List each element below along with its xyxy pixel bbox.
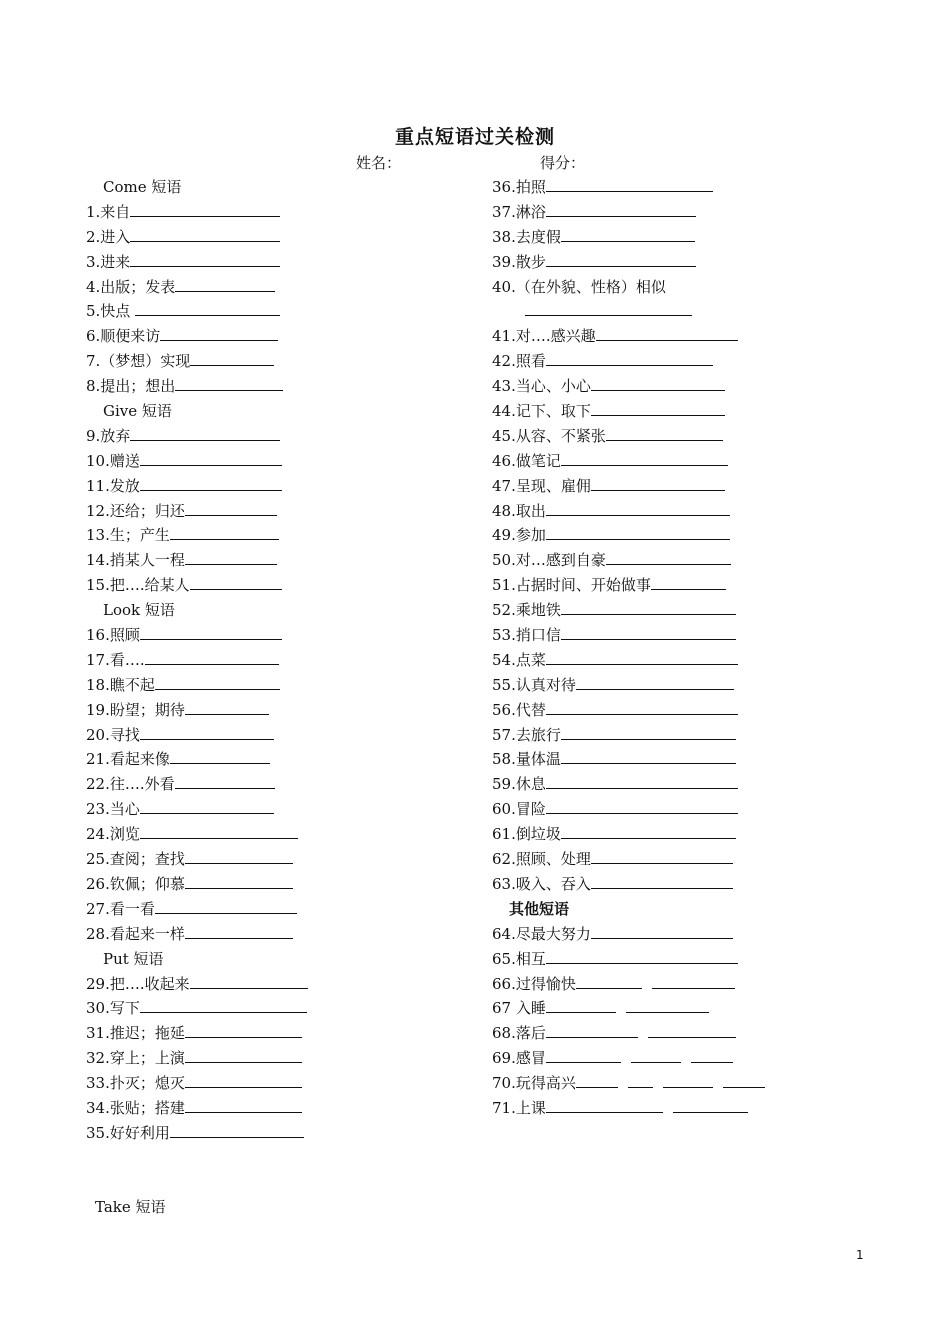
answer-blank[interactable]	[546, 648, 738, 665]
phrase-item	[86, 324, 308, 349]
phrase-prompt: 24.浏览	[86, 825, 140, 844]
answer-blank[interactable]	[185, 548, 277, 565]
answer-blank[interactable]	[185, 872, 293, 889]
phrase-item	[492, 822, 765, 847]
phrase-item	[492, 947, 765, 972]
phrase-prompt: 23.当心	[86, 800, 140, 819]
phrase-prompt: 66.过得愉快	[492, 974, 576, 993]
phrase-prompt: 61.倒垃圾	[492, 825, 561, 844]
phrase-item	[86, 972, 308, 997]
phrase-prompt: 59.休息	[492, 775, 546, 794]
phrase-item	[492, 698, 765, 723]
answer-blank[interactable]	[185, 1046, 302, 1063]
answer-blank[interactable]	[525, 299, 692, 316]
phrase-item	[86, 1021, 308, 1046]
answer-blank[interactable]	[546, 1096, 663, 1113]
answer-blank[interactable]	[561, 225, 695, 242]
phrase-prompt: 60.冒险	[492, 800, 546, 819]
answer-blank[interactable]	[591, 847, 733, 864]
phrase-item	[86, 847, 308, 872]
phrase-prompt: 69.感冒	[492, 1049, 546, 1068]
answer-blank[interactable]	[576, 1071, 618, 1088]
answer-blank[interactable]	[591, 922, 733, 939]
phrase-item	[492, 573, 765, 598]
phrase-item	[492, 474, 765, 499]
phrase-prompt: 43.当心、小心	[492, 377, 591, 396]
answer-line-continuation	[492, 299, 765, 324]
phrase-prompt: 9.放弃	[86, 426, 131, 445]
phrase-item	[86, 623, 308, 648]
phrase-prompt: 11.发放	[86, 476, 140, 495]
answer-blank[interactable]	[140, 822, 298, 839]
phrase-prompt: 17.看….	[86, 650, 145, 669]
answer-blank[interactable]	[546, 1046, 621, 1063]
phrase-item	[492, 449, 765, 474]
answer-blank[interactable]	[546, 797, 738, 814]
phrase-prompt: 13.生；产生	[86, 526, 170, 545]
answer-blank[interactable]	[175, 275, 275, 292]
answer-blank[interactable]	[651, 573, 726, 590]
answer-blank[interactable]	[130, 424, 280, 441]
phrase-prompt: 35.好好利用	[86, 1123, 170, 1142]
answer-blank[interactable]	[130, 250, 280, 267]
phrase-item	[86, 1121, 308, 1146]
phrase-item	[86, 822, 308, 847]
phrase-prompt: 30.写下	[86, 999, 140, 1018]
answer-blank[interactable]	[631, 1046, 681, 1063]
section-heading: Give 短语	[103, 402, 172, 421]
section-heading: Come 短语	[103, 178, 182, 196]
phrase-item	[492, 772, 765, 797]
phrase-prompt: 50.对…感到自豪	[492, 551, 606, 570]
answer-blank[interactable]	[130, 200, 280, 217]
answer-blank[interactable]	[546, 996, 616, 1013]
answer-blank[interactable]	[190, 972, 308, 989]
answer-blank[interactable]	[140, 996, 307, 1013]
phrase-prompt: 22.往….外看	[86, 775, 175, 794]
phrase-prompt: 67 入睡	[492, 999, 546, 1018]
phrase-prompt: 63.吸入、吞入	[492, 874, 591, 893]
phrase-prompt: 31.推迟；拖延	[86, 1024, 185, 1043]
phrase-prompt: 19.盼望；期待	[86, 700, 185, 719]
phrase-prompt: 7.（梦想）实现	[86, 352, 191, 371]
phrase-prompt: 55.认真对待	[492, 675, 576, 694]
right-column	[492, 175, 765, 1121]
phrase-item	[492, 872, 765, 897]
phrase-item	[86, 424, 308, 449]
phrase-prompt: 40.（在外貌、性格）相似	[492, 277, 666, 296]
phrase-prompt: 5.快点	[86, 302, 136, 321]
answer-blank[interactable]	[546, 175, 713, 192]
answer-blank[interactable]	[591, 474, 725, 491]
phrase-item	[492, 349, 765, 374]
phrase-prompt: 25.查阅；查找	[86, 850, 185, 869]
phrase-prompt: 15.把….给某人	[86, 576, 190, 595]
phrase-item	[492, 1071, 765, 1096]
answer-blank[interactable]	[691, 1046, 733, 1063]
phrase-item	[86, 250, 308, 275]
phrase-prompt: 2.进入	[86, 227, 131, 246]
phrase-item	[492, 673, 765, 698]
answer-blank[interactable]	[723, 1071, 765, 1088]
phrase-item	[86, 897, 308, 922]
phrase-prompt: 28.看起来一样	[86, 924, 185, 943]
phrase-item	[492, 399, 765, 424]
phrase-prompt: 20.寻找	[86, 725, 140, 744]
phrase-item	[86, 299, 308, 324]
answer-blank[interactable]	[626, 996, 709, 1013]
phrase-item	[492, 250, 765, 275]
phrase-item	[492, 797, 765, 822]
phrase-prompt: 49.参加	[492, 526, 546, 545]
phrase-item	[86, 523, 308, 548]
phrase-item	[86, 1096, 308, 1121]
phrase-prompt: 68.落后	[492, 1024, 546, 1043]
phrase-item	[86, 474, 308, 499]
answer-blank[interactable]	[155, 897, 297, 914]
answer-blank[interactable]	[185, 1021, 302, 1038]
phrase-item	[492, 1096, 765, 1121]
answer-blank[interactable]	[591, 399, 725, 416]
phrase-item	[492, 996, 765, 1021]
phrase-prompt: 70.玩得高兴	[492, 1074, 576, 1093]
answer-blank[interactable]	[546, 250, 696, 267]
phrase-item	[86, 772, 308, 797]
phrase-item	[492, 225, 765, 250]
answer-blank[interactable]	[546, 1021, 638, 1038]
phrase-prompt: 54.点菜	[492, 650, 546, 669]
phrase-item	[86, 548, 308, 573]
phrase-item	[86, 747, 308, 772]
section-heading: Put 短语	[103, 949, 164, 968]
phrase-prompt: 64.尽最大努力	[492, 924, 591, 943]
answer-blank[interactable]	[175, 374, 283, 391]
answer-blank[interactable]	[190, 349, 274, 366]
section-heading: 其他短语	[509, 899, 570, 918]
answer-blank[interactable]	[190, 573, 282, 590]
phrase-prompt: 14.捎某人一程	[86, 551, 185, 570]
phrase-item	[86, 1071, 308, 1096]
phrase-prompt: 45.从容、不紧张	[492, 426, 606, 445]
phrase-item	[492, 598, 765, 623]
answer-blank[interactable]	[663, 1071, 713, 1088]
phrase-prompt: 37.淋浴	[492, 202, 546, 221]
answer-blank[interactable]	[546, 523, 730, 540]
phrase-prompt: 29.把….收起来	[86, 974, 190, 993]
phrase-prompt: 10.赠送	[86, 451, 140, 470]
phrase-prompt: 65.相互	[492, 949, 546, 968]
phrase-prompt: 1.来自	[86, 202, 131, 221]
answer-blank[interactable]	[140, 474, 282, 491]
phrase-item	[86, 449, 308, 474]
answer-blank[interactable]	[606, 424, 723, 441]
answer-blank[interactable]	[561, 747, 736, 764]
phrase-prompt: 52.乘地铁	[492, 601, 561, 620]
answer-blank[interactable]	[546, 698, 738, 715]
phrase-prompt: 12.还给；归还	[86, 501, 185, 520]
phrase-item	[492, 374, 765, 399]
phrase-item	[492, 523, 765, 548]
answer-blank[interactable]	[160, 324, 278, 341]
section-heading: Look 短语	[103, 601, 175, 620]
phrase-item	[86, 648, 308, 673]
page-number: 1	[856, 1248, 864, 1262]
phrase-prompt: 58.量体温	[492, 750, 561, 769]
phrase-prompt: 16.照顾	[86, 626, 140, 645]
phrase-prompt: 56.代替	[492, 700, 546, 719]
phrase-item	[86, 698, 308, 723]
answer-blank[interactable]	[561, 623, 736, 640]
answer-blank[interactable]	[185, 1096, 302, 1113]
answer-blank[interactable]	[185, 1071, 302, 1088]
phrase-prompt: 57.去旅行	[492, 725, 561, 744]
answer-blank[interactable]	[561, 723, 736, 740]
phrase-prompt: 62.照顾、处理	[492, 850, 591, 869]
phrase-prompt: 51.占据时间、开始做事	[492, 576, 651, 595]
answer-blank[interactable]	[170, 747, 270, 764]
phrase-item	[86, 673, 308, 698]
answer-blank[interactable]	[561, 598, 736, 615]
phrase-prompt: 8.提出；想出	[86, 377, 176, 396]
phrase-item	[86, 374, 308, 399]
answer-blank[interactable]	[596, 324, 738, 341]
phrase-item	[492, 499, 765, 524]
answer-blank[interactable]	[145, 648, 279, 665]
answer-blank[interactable]	[628, 1071, 653, 1088]
answer-blank[interactable]	[175, 772, 275, 789]
phrase-item	[492, 1046, 765, 1071]
answer-blank[interactable]	[561, 822, 736, 839]
left-column	[86, 175, 308, 1146]
phrase-item	[86, 996, 308, 1021]
phrase-prompt: 18.瞧不起	[86, 675, 155, 694]
phrase-prompt: 46.做笔记	[492, 451, 561, 470]
phrase-item	[86, 349, 308, 374]
phrase-prompt: 47.呈现、雇佣	[492, 476, 591, 495]
phrase-item	[86, 922, 308, 947]
phrase-prompt: 32.穿上；上演	[86, 1049, 185, 1068]
phrase-prompt: 71.上课	[492, 1098, 546, 1117]
phrase-item	[492, 275, 765, 300]
answer-blank[interactable]	[155, 673, 280, 690]
answer-blank[interactable]	[140, 623, 282, 640]
answer-blank[interactable]	[546, 200, 696, 217]
phrase-prompt: 36.拍照	[492, 178, 546, 196]
phrase-item	[492, 424, 765, 449]
phrase-prompt: 34.张贴；搭建	[86, 1098, 185, 1117]
answer-blank[interactable]	[135, 299, 280, 316]
phrase-prompt: 4.出版；发表	[86, 277, 176, 296]
answer-blank[interactable]	[546, 499, 730, 516]
score-label: 得分：	[540, 154, 586, 172]
phrase-item	[492, 723, 765, 748]
phrase-item	[492, 972, 765, 997]
answer-blank[interactable]	[606, 548, 731, 565]
answer-blank[interactable]	[546, 349, 713, 366]
phrase-item	[492, 922, 765, 947]
phrase-item	[86, 1046, 308, 1071]
answer-blank[interactable]	[546, 772, 738, 789]
answer-blank[interactable]	[546, 947, 738, 964]
answer-blank[interactable]	[576, 972, 642, 989]
phrase-item	[86, 225, 308, 250]
answer-blank[interactable]	[185, 847, 293, 864]
phrase-item	[86, 723, 308, 748]
answer-blank[interactable]	[652, 972, 735, 989]
phrase-item	[492, 847, 765, 872]
answer-blank[interactable]	[561, 449, 728, 466]
phrase-item	[492, 175, 765, 200]
answer-blank[interactable]	[130, 225, 280, 242]
phrase-item	[86, 499, 308, 524]
answer-blank[interactable]	[140, 797, 274, 814]
phrase-item	[492, 324, 765, 349]
answer-blank[interactable]	[185, 922, 293, 939]
phrase-prompt: 44.记下、取下	[492, 402, 591, 421]
phrase-prompt: 3.进来	[86, 252, 131, 271]
phrase-prompt: 42.照看	[492, 352, 546, 371]
phrase-prompt: 33.扑灭；熄灭	[86, 1074, 185, 1093]
phrase-item	[86, 275, 308, 300]
phrase-item	[86, 797, 308, 822]
phrase-item	[492, 747, 765, 772]
phrase-prompt: 6.顺便来访	[86, 327, 161, 346]
name-label: 姓名：	[356, 154, 402, 172]
phrase-prompt: 27.看一看	[86, 899, 155, 918]
answer-blank[interactable]	[185, 499, 277, 516]
phrase-item	[492, 200, 765, 225]
answer-blank[interactable]	[185, 698, 269, 715]
phrase-prompt: 48.取出	[492, 501, 546, 520]
phrase-item	[86, 872, 308, 897]
answer-blank[interactable]	[170, 523, 279, 540]
page-title: 重点短语过关检测	[394, 126, 555, 148]
phrase-prompt: 26.钦佩；仰慕	[86, 874, 185, 893]
phrase-prompt: 39.散步	[492, 252, 546, 271]
phrase-prompt: 38.去度假	[492, 227, 561, 246]
phrase-item	[492, 648, 765, 673]
phrase-item	[86, 200, 308, 225]
take-heading: Take 短语	[95, 1198, 166, 1216]
phrase-prompt: 53.捎口信	[492, 626, 561, 645]
answer-blank[interactable]	[576, 673, 734, 690]
phrase-item	[492, 623, 765, 648]
phrase-prompt: 41.对….感兴趣	[492, 327, 596, 346]
answer-blank[interactable]	[673, 1096, 748, 1113]
phrase-item	[492, 548, 765, 573]
phrase-item	[86, 573, 308, 598]
answer-blank[interactable]	[170, 1121, 304, 1138]
answer-blank[interactable]	[648, 1021, 736, 1038]
phrase-prompt: 21.看起来像	[86, 750, 170, 769]
answer-blank[interactable]	[140, 449, 282, 466]
phrase-item	[492, 1021, 765, 1046]
answer-blank[interactable]	[591, 374, 725, 391]
answer-blank[interactable]	[591, 872, 733, 889]
answer-blank[interactable]	[140, 723, 274, 740]
